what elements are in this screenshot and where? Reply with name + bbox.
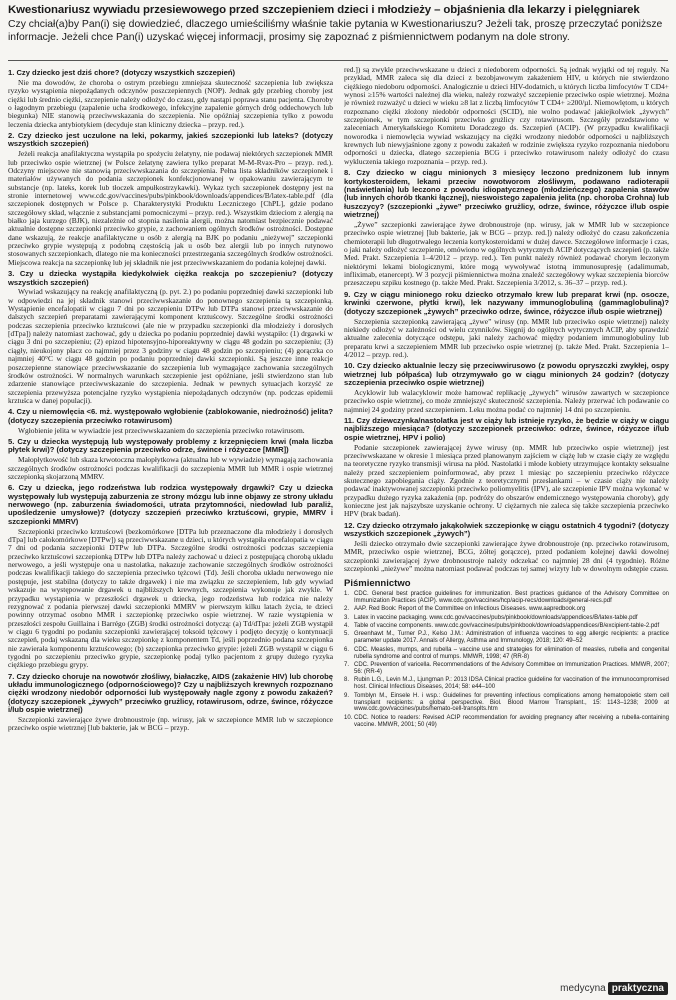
reference-text: Latex in vaccine packaging. www.cdc.gov/vaccines/pubs/pinkbook/downloads/appendices/B/latex-table.pdf (354, 614, 638, 621)
answer-paragraph: Szczepionki zawierające żywe drobnoustroje (np. wirusy, jak w szczepionce MMR lub w szczepionce przeciwko ospie wietrznej [lub bakterie, jak w BCG – przyp. (8, 715, 333, 733)
right-column (344, 66, 669, 966)
answer-paragraph: Szczepienia szczepionką zawierającą „żywe” wirusy (np. MMR lub przeciwko ospie wietrznej) należy niekiedy odłożyć w zależności od wielu czynników. Sięgnij do ogólnych wytycznych ACIP, aby sprawdzić aktualne zalecenia dotyczące odstępu, jaki należy zachować między podaniem immunoglobuliny lub preparatu krwi a szczepieniem MMR lub przeciwko ospie wietrznej (p. także Med. Prakt. Szczepienia 1–4/2012 – przyp. red.). (344, 316, 669, 359)
reference-item (344, 623, 669, 630)
reference-number: 4. (344, 622, 350, 629)
reference-number: 6. (344, 646, 350, 653)
reference-item (344, 631, 669, 645)
reference-item (344, 677, 669, 691)
question-heading: 11. Czy dziewczynka/nastolatka jest w ciąży lub istnieje ryzyko, że będzie w ciąży w ciągu najbliższego miesiąca? (dotyczy szczepionek przeciwko: odrze, śwince, różyczce i/lub ospie wietrznej, HPV i polio) (344, 416, 669, 442)
reference-text: CDC. Notice to readers: Revised ACIP recommendation for avoiding pregnancy after receiving a rubella-containing vaccine. MMWR, 2001; 50 (49) (354, 714, 669, 728)
reference-number: 10. (344, 714, 353, 721)
references-list (344, 591, 669, 729)
reference-text: CDC. Measles, mumps, and rubella – vaccine use and strategies for elimination of measles, rubella and congenital rubella syndrome and control of mumps. MMWR, 1998; 47 (RR-8) (354, 646, 669, 660)
reference-number: 5. (344, 631, 350, 638)
question-heading: 7. Czy dziecko choruje na nowotwór złośliwy, białaczkę, AIDS (zakażenie HIV) lub chorobę układu immunologicznego (odpornościowego)? Czy u najbliższych krewnych rozpoznano ciężki wrodzony niedobór odporności lub występowały nagle zgony z powodu zakażeń? (dotyczy szczepionek „żywych” przeciwko grużlicy, rotawirusom, odrze, śwince, różyczce i/lub ospie wietrznej) (8, 671, 333, 715)
brand-name-highlight: praktyczna (608, 982, 668, 995)
intro-text: Czy chciał(a)by Pan(i) się dowiedzieć, dlaczego umieściliśmy właśnie takie pytania w Kwestionariuszu? Jeżeli tak, proszę przeczytać poniższe informacje. Jeżeli chce Pan(i) uzyskać więcej informacji, prosimy się zapoznać z piśmiennictwem podanym na dole strony. (8, 19, 663, 43)
answer-paragraph: red.]) są zwykle przeciwwskazane u dzieci z niedoborem odporności. Są jednak wyjątki od tej reguły. Na przykład, MMR zaleca się dla dzieci z bezobjawowym zakażeniem HIV, u których nie stwierdzono ciężkiego niedoboru odporności. Analogicznie u dzieci HIV-dodatnich, u których liczba limfocytów T CD4+ wynosi ≥15% wartości należnej dla wieku, należy rozważyć szczepienie przeciwko ospie wietrznej. Można je również rozważyć u dzieci w wieku ≥8 lat z liczbą limfocytów T CD4+ ≥200/µl. Niemowlętom, u których rozpoznano ciężki złożony niedobór odporności (SCID), nie wolno podawać jakiejkolwiek „żywych” szczepionek, w tym szczepionki przeciwko grużlicy czy rotawirusom. Szczegóły przedstawiono w zaleceniach Amerykańskiego Komitetu Doradczego ds. Szczepień (ACIP). (W przypadku kwalifikacji noworodka i niemowlęcia wywiad wskazujący na ciężki wrodzony niedobór odporności u najbliższych krewnych lub niewyjaśnione zgony z powodu zakażeń w rodzinie zwiększa ryzyko rozpoznania niedoboru odporności u dziecka, dlatego szczepienia BCG i przeciwko rotawirusom należy odłożyć do czasu wykluczenia takiego rozpoznania – przyp. red.). (344, 66, 669, 166)
reference-text: CDC. General best practice guidelines for immunization. Best practices guidance of the Advisory Committee on Immunization Practices (ACIP). www.cdc.gov/vaccines/hcp/acip-recs/downloads/general-recs.pdf (354, 590, 669, 604)
reference-item (344, 615, 669, 622)
question-heading: 12. Czy dziecko otrzymało jakąkolwiek szczepionkę w ciągu ostatnich 4 tygodni? (dotyczy wszystkich szczepionek „żywych”) (344, 520, 669, 539)
left-column (8, 66, 333, 966)
reference-number: 1. (344, 590, 350, 597)
reference-number: 8. (344, 677, 350, 684)
reference-item (344, 693, 669, 714)
answer-paragraph: Szczepionki przeciwko krztuścowi (bezkomórkowe [DTPa lub przeznaczone dla młodzieży i dorosłych dTpa] lub całokomórkowe [DTPw]) są przeciwwskazane u dzieci, u których wystąpiła encefalopatia w ciągu 7 dni od podania szczepionki DTPw lub DTPa. Szczególne środki ostrożności podczas szczepienia przeciwko krztuścowi szczepionką DTPw lub DTPa należy zachować u dzieci z postępującą chorobą układu nerwowego, a jeśli występuje ona u nastolatka, nakazuje zachowanie szczególnych środków ostrożności podczas kwalifikacji takiego do szczepienia przeciwko tężcowi (Td). Jeśli choroba układu nerwowego nie postępuje, jest stabilna (dotyczy to także drgawek) i nie ma związku ze szczepieniem, lub gdy wywiad wskazuje na występowanie drgawek u najbliższych krewnych, szczepienia wykonuje jak zwykle. W przypadku wystąpienia w przeszłości drgawek u dziecka, jego rodzeństwa lub rodzica nie należy rezygnować z podania pierwszej dawki szczepionki MMRV w pierwszym kilku latach życia, te dzieci powinny otrzymać osobno MMR i szczepionkę przeciwko ospie wietrznej. W razie wystąpienia w przeszłości zespołu Guillaina i Barrégo (ZGB) środki ostrożności dotyczą: (a) Td/dTpa: jeżeli ZGB wystąpił w ciągu 6 tygodni po podaniu szczepionki zawierającej toksoid tężcowy i podjęto decyzję o kontynuacji szczepień, podaj wskazaną dla wieku szczepionkę z komponentem Td, jeśli poprzednio podana szczepionka nie zawierała komponentu krztuścowego; (b) szczepionka przeciwko grypie: jeżeli ZGB wystąpił w ciągu 6 tygodni po szczepieniu przeciwko grypie, szczepionkę podaj tylko pacjentom z grupy dużego ryzyka ciężkiego przebiegu grypy. (8, 526, 333, 670)
answer-paragraph: Małopłytkowość lub skaza krwotoczna małopłytkowa (aktualna lub w wywiadzie) wymagają zachowania szczególnych środków ostrożności podczas kwalifikacji do szczepienia MMR lub MMR i ospie wietrznej szczepionką skojarzoną MMRV. (8, 455, 333, 481)
reference-item (344, 647, 669, 661)
reference-item (344, 662, 669, 676)
question-heading: 4. Czy u niemowlęcia <6. mż. występowało wgłobienie (zablokowanie, niedrożność) jelita? (dotyczy szczepienia przeciwko rotawirusom) (8, 407, 333, 425)
references-title: Piśmiennictwo (344, 577, 411, 589)
answer-paragraph: Jeśli dziecko otrzymało dwie szczepionki zawierające żywe drobnoustroje (np. przeciwko rotawirusom, MMR, przeciwko ospie wietrznej, BCG, żółtej gorączce), przed podaniem kolejnej dawki dowolnej szczepionki zawierającej żywe drobnoustroje należy odczekać co najmniej 28 dni (4 tygodnie). Różne szczepionki „nieżywe” można natomiast podawać podczas tej samej wizyty lub w dowolnym odstępie czasu. (344, 539, 669, 574)
answer-paragraph: Acyklowir lub walacyklowir może hamować replikację „żywych” wirusów zawartych w szczepionce przeciwko ospie wietrznej, co może zmniejszyć skuteczność szczepienia. Należy przerwać ich podawanie co najmniej 24 godziny przed szczepieniem. Leku można podać co najmniej 14 dni po szczepieniu. (344, 387, 669, 414)
header (8, 4, 668, 44)
question-heading: 2. Czy dziecko jest uczulone na leki, pokarmy, jakieś szczepionki lub lateks? (dotyczy wszystkich szczepień) (8, 130, 333, 149)
reference-item (344, 715, 669, 729)
reference-text: Table of vaccine components. www.cdc.gov/vaccines/pubs/pinkbook/downloads/appendices/B/excipient-table-2.pdf (354, 622, 660, 629)
question-heading: 5. Czy u dziecka występują lub występowały problemy z krzepnięciem krwi (mała liczba płytek krwi)? (dotyczy szczepienia przeciwko odrze, śwince i różyczce [MMR]) (8, 436, 333, 455)
page-title: Kwestionariusz wywiadu przesiewowego przed szczepieniem dzieci i młodzieży – objaśnienia dla lekarzy i pielęgniarek (8, 4, 640, 16)
reference-text: Greenhawt M., Turner P.J., Kelso J.M.: Administration of influenza vaccines to egg allergic recipients: a practice parameter update 2017. Annals of Allergy, Asthma and Immunology, 2018; 120: 49–52 (354, 631, 669, 645)
question-heading: 6. Czy u dziecka, jego rodzeństwa lub rodzica występowały drgawki? Czy u dziecka występowały lub występują zaburzenia ze strony mózgu lub inne objawy ze strony układu nerwowego (np. zaburzenia świadomości, utrata przytomności, niedowład lub paraliż, upośledzenie umysłowe)? (dotyczy szczepień przeciwko krztuścowi, grypie, MMRV i szczepionki MMRV) (8, 483, 333, 526)
reference-item (344, 591, 669, 605)
question-heading: 3. Czy u dziecka wystąpiła kiedykolwiek ciężka reakcja po szczepieniu? (dotyczy wszystkich szczepień) (8, 269, 333, 287)
reference-text: Tomblyn M., Einsele H. i wsp.: Guidelines for preventing infectious complications among hematopoietic stem cell transplant recipients: a global perspective. Biol. Blood Marrow Transplant., 15: 1143–1238; 2009 at www.cdc.gov/vaccines/pubs/hemato-cell-transplts.htm (354, 692, 669, 713)
question-heading: 8. Czy dziecko w ciągu minionych 3 miesięcy leczono prednizonem lub innym kortykosteroidem, lekami przeciw nowotworom złośliwym, podawano radioterapii (naświetlania) lub leczono z powodu idiopatycznego (młodzieńczego) zapalenia stawów (lub innych chorób tkanki łącznej), nieswoistego zapalenia jelita (np. choroba Crohna) lub łuszczycy? (szczepionki „żywe” przeciwko grużlicy, odrze, śwince, różyczce i/lub ospie wietrznej) (344, 168, 669, 220)
reference-number: 2. (344, 606, 350, 613)
answer-paragraph: Wywiad wskazujący na reakcję anafilaktyczną (p. pyt. 2.) po podaniu poprzedniej dawki szczepionki lub w odpowiedzi na jej składnik stanowi przeciwwskazanie do ponownego szczepienia tą szczepionką. Wystąpienie encefalopatii w ciągu 7 dni po szczepieniu DTPw lub DTPa stanowi przeciwwskazanie do dalszych szczepień preparatami zawierającymi komponent krztuścowy. Szczególne środki ostrożności podczas szczepienia przeciwko krztuścowi (ale nie w przypadku szczepionki dla młodzieży i dorosłych [dTpa]) należy natomiast zachować, gdy u dziecka po podaniu poprzedniej dawki wystąpiło: (1) drgawki w ciągu 3 dni po szczepieniu; (2) epizod hipotensyjno-hiporeaktywny w ciągu 48 godzin po szczepieniu; (3) ciągły, nieukojony płacz co najmniej przez 3 godziny w ciągu 48 godzin po szczepieniu; (4) gorączka co najmniej 40°C w ciągu 48 godzin po podaniu poprzedniej dawki szczepionki. Są jeszcze inne reakcje poszczepienne stanowiące przeciwwskazanie do szczepienia lub wymagające zachowania szczególnych środków ostrożności. W normalnych warunkach szczepienie jest opóźniane, jeśli stwierdzono stan lub zdarzenie stanowiące przeciwwskazanie do szczepienia. Jednak w pewnych sytuacjach korzyść ze szczepienia przewyższa potencjalne ryzyko wystąpienia niepożądanych odczynów (np. podczas epidemii krztuśca w danej populacji). (8, 287, 333, 405)
brand-name: medycyna (560, 983, 606, 994)
question-heading: 10. Czy dziecko aktualnie leczy się przeciwwirusowo (z powodu opryszczki zwykłej, ospy wietrznej lub półpaśca) lub otrzymywało go w ciągu minionych 24 godzin? (dotyczy szczepienia przeciwko ospie wietrznej) (344, 361, 669, 388)
reference-item (344, 606, 669, 613)
reference-text: Rubin L.G., Levin M.J., Ljungman P.: 2013 IDSA Clinical practice guideline for vaccination of the immunocompromised host. Clinical Infectious Diseases, 2014; 58: e44–100 (354, 677, 669, 691)
reference-number: 9. (344, 692, 350, 699)
answer-paragraph: Podanie szczepionek zawierającej żywe wirusy (np. MMR lub przeciwko ospie wietrznej) jest przeciwwskazane w okresie 1 miesiąca przed planowanym zajściem w ciążę lub w czasie ciąży ze względu na teoretyczne ryzyko transmisji wirusa na płód. Nastolatki i młode kobiety utrzymujące kontakty seksualne należy przed szczepieniem poinformować, aby przez 1 miesiąc po szczepieniu przeciwko różyczce skutecznego zapobiegania ciąży. Zgodnie z teoretycznymi przesłankami – w czasie ciąży nie należy podawać inaktywowanej szczepionki przeciwko poliomyelitis (IPV), ale szczepienie IPV można wykonać w przypadku dużego ryzyka zakażenia (np. podróży do obszarów endemicznego występowania choroby), gdy konieczne jest jak najszybsze uzyskanie ochrony. U ciężarnych nie zaleca się także szczepienia przeciwko HPV (brak badań). (344, 442, 669, 519)
reference-number: 3. (344, 614, 350, 621)
answer-paragraph: Jeżeli reakcja anafilaktyczna wystąpiła po spożyciu żelatyny, nie podawaj niektórych szczepionek MMR lub przeciwko ospie wietrznej (w Polsce żelatynę zawiera tylko preparat M-M-Rvax-Pro – przyp. red.). Odczyny miejscowe nie stanowią przeciwwskazania do szczepienia. Pełna lista składników szczepionek i materiałów używanych do podania szczepionek konfekcjonowanej w opakowaniu zawierającym te substancje (np. lateks, korek lub tłoczek ampułkostrzykawki). Wykaz tych szczepionek dostępny jest na stronie internetowej www.cdc.gov/vaccines/pubs/pinkbook/downloads/appendices/B/latex-table.pdf (dla szczepionek dostępnych w Polsce p. Charakterystyki Produktu Leczniczego [ChPL], gdzie podano szczegółowy skład, włącznie z substancjami pomocniczymi – przyp. red.). Wszystkim dzieciom z alergią na białko jaja kurzego (BJK), niezależnie od stopnia nasilenia alergii, można natomiast bezpiecznie podawać aktualnie dostępne szczepionki przeciwko grypie, z zachowaniem ogólnych środków ostrożności. Dostępne dane wskazują, że reakcje anafilaktyczne u osób z alergią na BJK po podaniu „nieżywej” szczepionki przeciwko grypie występują z podobną częstością jak u osób bez alergii lub po innych rutynowo stosowanych szczepionkach, dlatego nie ma konieczności przestrzegania szczególnych środków ostrożności. Miejscowa reakcja na szczepionkę lub jej składnik nie jest przeciwwskazaniem do podania kolejnej dawki. (8, 149, 333, 267)
footer-brand (560, 983, 668, 994)
answer-paragraph: Wgłobienie jelita w wywiadzie jest przeciwwskazaniem do szczepienia przeciwko rotawirusom. (18, 425, 305, 435)
reference-text: AAP. Red Book: Report of the Committee on Infectious Diseases. www.aapredbook.org (354, 606, 586, 613)
answer-paragraph: Nie ma dowodów, że choroba o ostrym przebiegu zmniejsza skuteczność szczepienia lub zwiększa ryzyko wystąpienia niepożądanych odczynów poszczepiennych (NOP). Jednak gdy przebieg choroby jest ciężki lub średnio ciężki, szczepienie należy odłożyć do czasu, gdy nastąpi poprawa stanu pacjenta. Choroby o łagodnym przebiegu (zapalenie ucha środkowego, infekcyjne zapalenie górnych dróg oddechowych lub biegunka) NIE stanowią przeciwwskazania do szczepienia. Nie opóźniaj szczepienia tylko z powodu leczenia dziecka antybiotykiem (decyduje stan kliniczny dziecka – przyp. red.). (8, 77, 333, 129)
header-divider (8, 60, 668, 61)
answer-paragraph: „Żywe” szczepionki zawierające żywe drobnoustroje (np. wirusy, jak w MMR lub w szczepionce przeciwko ospie wietrznej [lub bakterie, jak w BCG – przyp. red.]) należy odłożyć do czasu zakończenia chemioterapii lub długotrwałego leczenia kortykosteroidami w dużej dawce. Szczegółowe informacje i czas, o jaki należy odłożyć szczepienie, omówiono w ogólnych wytycznych ACIP dotyczących szczepień (p. także Med. Prakt. Szczepienia 1–4/2012 – przyp. red.). Ten punkt należy również podawać chorym leczonym niektórymi lekami biologicznymi, które mogą wywoływać istotną immunosupresję (adalimumab, infliximab, etanercept). W 3 pozycji piśmiennictwa można znaleźć szczegółowy wykaz szczepienia biorców przeszczepu szpiku kostnego (p. także Med. Prakt. Szczepienia 3/2012, s. 36–37 – przyp. red.). (344, 220, 669, 288)
question-heading: 1. Czy dziecko jest dziś chore? (dotyczy wszystkich szczepień) (8, 68, 236, 77)
question-heading: 9. Czy w ciągu minionego roku dziecko otrzymało krew lub preparat krwi (np. osocze, krwinki czerwone, płytki krwi), lek nazywany immunoglobuliną (gammaglobuliną)? (dotyczy szczepionek „żywych” przeciwko odrze, śwince, różyczce i/lub ospie wietrznej) (344, 289, 669, 316)
reference-number: 7. (344, 662, 350, 668)
reference-text: CDC. Prevention of varicella. Recommendations of the Advisory Committee on Immunization Practices. MMWR, 2007; 56: (RR-4) (354, 662, 669, 675)
